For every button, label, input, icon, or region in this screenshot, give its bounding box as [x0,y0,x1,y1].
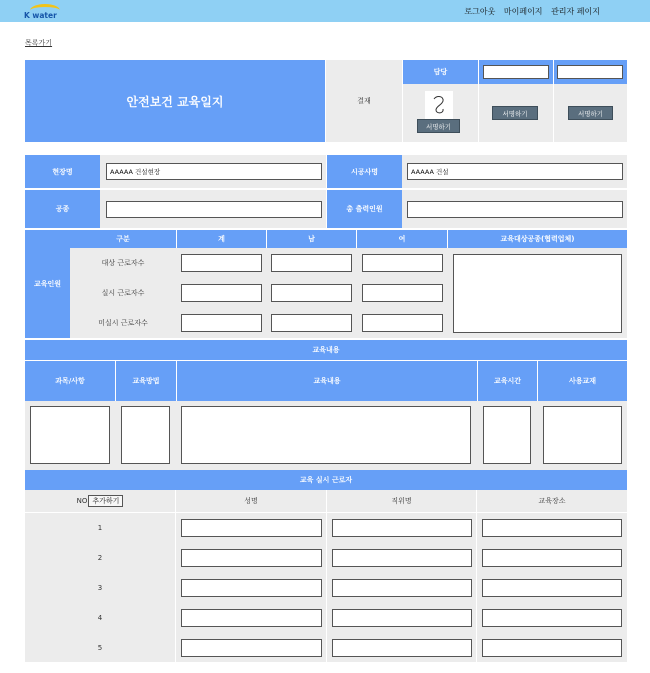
worker-position-input[interactable] [332,579,472,597]
col-divider [175,490,176,662]
worker-name-input[interactable] [181,549,322,567]
method-textarea[interactable] [121,406,170,464]
worker-position-input[interactable] [332,609,472,627]
signature-scribble-icon [425,91,453,119]
col-divider [326,490,327,662]
col-divider [476,490,477,662]
material-textarea[interactable] [543,406,622,464]
conducted-male-input[interactable] [271,284,352,302]
edu-col-subject: 과목/사항 [25,361,115,401]
site-name-input[interactable] [106,163,322,180]
work-type-label: 공종 [25,190,100,228]
worker-row-no: 4 [97,614,103,622]
edu-col-category: 구분 [70,230,176,248]
worker-location-input[interactable] [482,609,622,627]
worker-name-input[interactable] [181,519,322,537]
worker-row-no: 2 [97,554,103,562]
contractor-input[interactable] [407,163,623,180]
sign-button-1[interactable]: 서명하기 [417,119,460,133]
total-attendees-label: 총 출력인원 [326,190,402,228]
worker-row-no: 5 [97,644,103,652]
work-type-input[interactable] [106,201,322,218]
no-label: NO [76,497,88,505]
worker-location-input[interactable] [482,549,622,567]
edu-col-female: 여 [356,230,447,248]
workers-col-position: 직위명 [391,497,412,505]
conducted-total-input[interactable] [181,284,262,302]
target-male-input[interactable] [271,254,352,272]
target-total-input[interactable] [181,254,262,272]
time-textarea[interactable] [483,406,531,464]
contractor-label: 시공사명 [326,155,402,188]
subject-textarea[interactable] [30,406,110,464]
approval-role-input-3[interactable] [557,65,623,79]
total-attendees-input[interactable] [407,201,623,218]
unconducted-male-input[interactable] [271,314,352,332]
site-name-label: 현장명 [25,155,100,188]
top-bar [0,0,650,22]
worker-row-no: 1 [97,524,103,532]
worker-position-input[interactable] [332,639,472,657]
worker-position-input[interactable] [332,519,472,537]
edu-col-time: 교육시간 [477,361,537,401]
unconducted-female-input[interactable] [362,314,443,332]
edu-col-male: 남 [266,230,356,248]
edu-content-section-title: 교육내용 [25,340,627,360]
unconducted-workers-label: 미실시 근로자수 [98,319,148,327]
top-nav [458,6,600,17]
edu-col-target-trade: 교육대상공종(협력업체) [447,230,627,248]
mypage-link[interactable]: 마이페이지 [503,7,543,16]
approval-label: 결재 [325,60,402,142]
approval-role-header: 담당 [402,60,478,84]
target-workers-label: 대상 근로자수 [101,259,145,267]
edu-col-content: 교육내용 [176,361,477,401]
workers-col-name: 성명 [244,497,258,505]
target-trade-textarea[interactable] [453,254,622,333]
edu-col-total: 계 [176,230,266,248]
sign-button-3[interactable]: 서명하기 [568,106,613,120]
worker-name-input[interactable] [181,579,322,597]
workers-section-title: 교육 실시 근로자 [25,470,627,490]
page-title: 안전보건 교육일지 [25,60,325,142]
back-to-list-link[interactable]: 목록가기 [25,39,53,47]
signature-image [425,91,453,119]
approval-role-input-2[interactable] [483,65,549,79]
worker-row-no: 3 [97,584,103,592]
target-female-input[interactable] [362,254,443,272]
workers-col-location: 교육장소 [538,497,566,505]
logout-link[interactable]: 로그아웃 [464,7,496,16]
worker-location-input[interactable] [482,519,622,537]
worker-name-input[interactable] [181,609,322,627]
content-textarea[interactable] [181,406,471,464]
conducted-workers-label: 실시 근로자수 [101,289,145,297]
worker-position-input[interactable] [332,549,472,567]
kwater-logo[interactable] [24,4,64,20]
logo-text: K water [24,11,57,20]
conducted-female-input[interactable] [362,284,443,302]
sign-button-2[interactable]: 서명하기 [492,106,538,120]
unconducted-total-input[interactable] [181,314,262,332]
workers-header-no [25,492,175,510]
admin-page-link[interactable]: 관리자 페이지 [551,7,600,16]
edu-col-material: 사용교재 [537,361,627,401]
edu-col-method: 교육방법 [115,361,176,401]
add-worker-button[interactable]: 추가하기 [88,495,123,507]
worker-location-input[interactable] [482,639,622,657]
edu-personnel-label: 교육인원 [25,230,70,338]
worker-location-input[interactable] [482,579,622,597]
worker-name-input[interactable] [181,639,322,657]
